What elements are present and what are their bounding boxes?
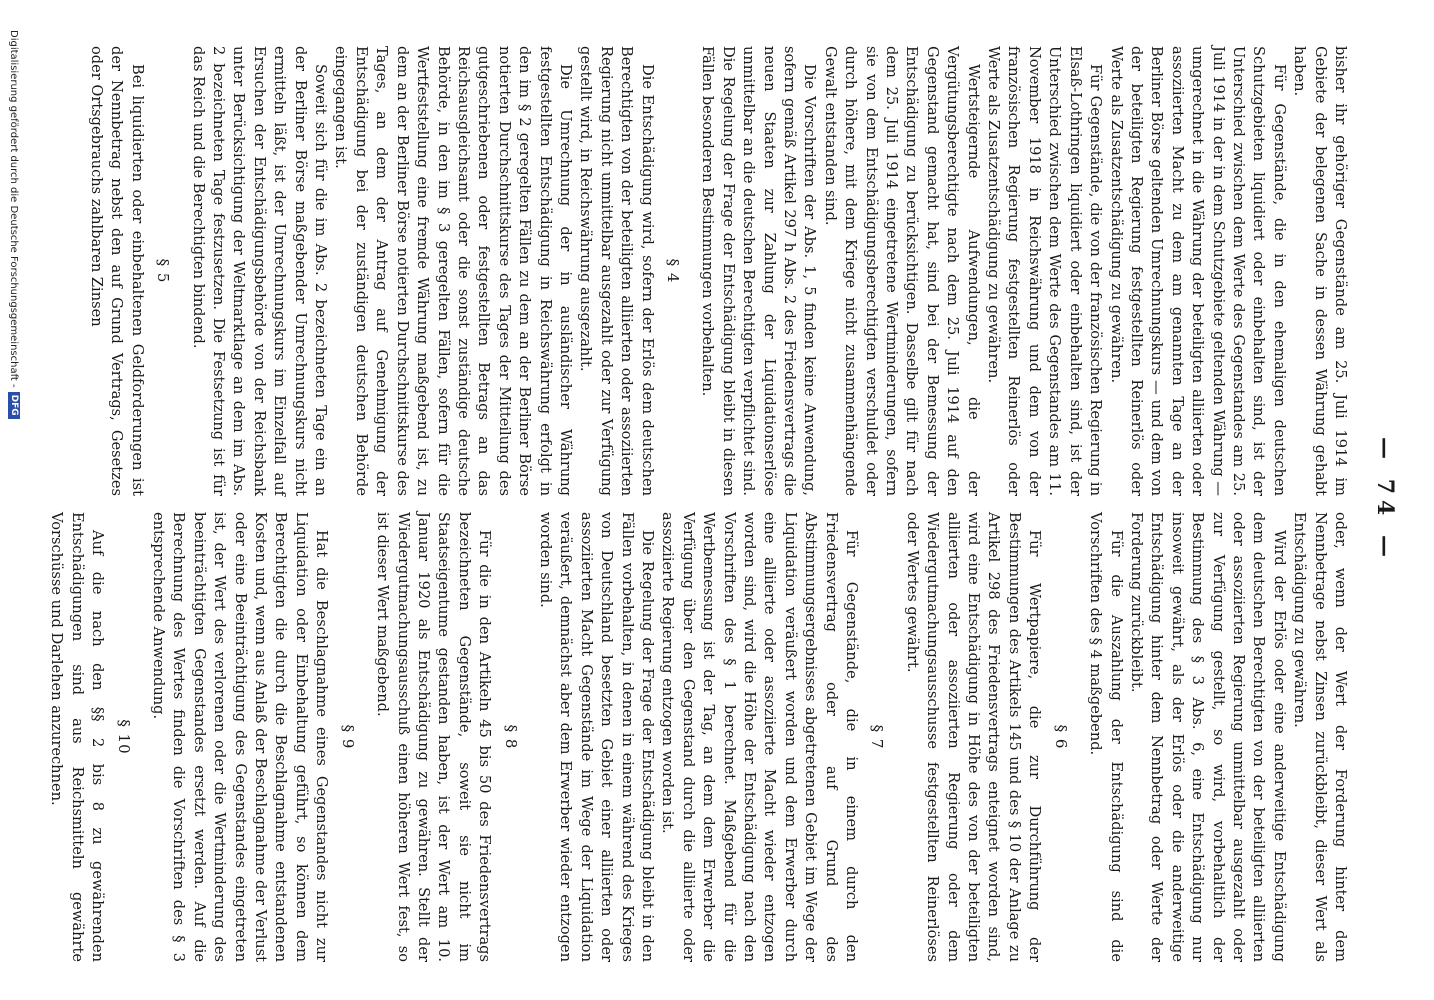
page-number: — 74 — xyxy=(1372,437,1398,563)
section-6-heading: § 6 xyxy=(1051,724,1070,750)
right-intro-paragraph: oder, wenn der Wert der Forderung hinter dem Nennbetrage nebst Zinsen zurückbleibt, dieser Wert als Entschädigung zu gewähren. xyxy=(1291,512,1349,962)
digitization-footer xyxy=(8,30,20,970)
left-column xyxy=(86,46,1350,496)
right-paragraph-2: Für die Auszahlung der Entschädigung sind die Vorschriften des § 4 maßgebend. xyxy=(1087,512,1125,962)
section-5-paragraph-1: Bei liquidierten oder einbehaltenen Geldforderungen ist der Nennbetrag nebst den auf Grund Vertrags, Gesetzes oder Ortsgebrauchs zahlbaren Zinsen xyxy=(88,46,146,496)
section-8-heading: § 8 xyxy=(501,724,520,750)
section-8-paragraph-1: Für die in den Artikeln 45 bis 50 des Friedensvertrags bezeichneten Gegenstände, soweit sie nicht im Staatseigentume gestanden haben, ist der Wert am 10. Januar 1920 als Entschädigung zu gewähren. Stellt der Wiedergutmachungsausschuß einen höheren Wert fest, so ist dieser Wert maßgebend. xyxy=(374,512,494,962)
right-column xyxy=(46,512,1350,962)
section-7-paragraph-2: Die Regelung der Frage der Entschädigung bleibt in den Fällen vorbehalten, in denen in einem während des Krieges von Deutschland besetzten Gebiet einer alliierten oder assoziierten Macht Gegenstände im Wege der Liquidation veräußert, demnächst aber dem Erwerber wieder entzogen worden sind. xyxy=(536,512,656,962)
left-paragraph-3: Wertsteigernde Aufwendungen, die der Vergütungsberechtigte nach dem 25. Juli 1914 auf den Gegenstand gemacht hat, sind bei der Bemessung der Entschädigung zu berücksichtigen. Dasselbe gilt für nach dem 25. Juli 1914 eingetretene Wertminderungen, sofern sie von dem Entschädigungsberechtigten verschuldet oder durch höhere, mit dem Kriege nicht zusammenhängende Gewalt entstanden sind. xyxy=(821,46,982,496)
section-4-heading: § 4 xyxy=(664,258,682,284)
section-9-paragraph-1: Hat die Beschlagnahme eines Gegenstandes nicht zur Liquidation oder Einbehaltung geführt, so können dem Berechtigten die durch die Beschlagnahme entstandenen Kosten und, wenn aus Anlaß der Beschlagnahme der Verlust oder eine Beeinträchtigung des Gegenstandes eingetreten ist, der Wert des verlorenen oder die Wertminderung des beeinträchtigten Gegenstandes ersetzt werden. Auf die Berechnung des Wertes finden die Vorschriften des § 3 entsprechende Anwendung. xyxy=(150,512,331,962)
section-4-paragraph-1: Die Entschädigung wird, sofern der Erlös dem deutschen Berechtigten von der beteiligten alliierten oder assoziierten Regierung nicht unmittelbar ausgezahlt oder zur Verfügung gestellt wird, in Reichswährung ausgezahlt. xyxy=(577,46,656,496)
dfg-logo: DFG xyxy=(8,392,20,419)
section-4-paragraph-2: Die Umrechnung der in ausländischer Währung festgestellten Entschädigung in Reichswährung erfolgt in den im § 2 geregelten Fällen zu dem an der Berliner Börse notierten Durchschnittskurse des Tages der Mitteilung des gutgeschriebenen oder festgestellten Betrags an das Reichsausgleichsamt oder die sonst zuständige deutsche Behörde, in den im § 3 geregelten Fällen, sofern für die Wertfeststellung eine fremde Währung maßgebend ist, zu dem an der Berliner Börse notierten Durchschnittskurse des Tages, an dem der Antrag auf Genehmigung der Entschädigung bei der zuständigen deutschen Behörde eingegangen ist. xyxy=(332,46,574,496)
left-paragraph-4: Die Vorschriften der Abs. 1, 5 finden keine Anwendung, sofern gemäß Artikel 297 h Abs. 2 des Friedensvertrags die neuen Staaten zur Zahlung der Liquidationserlöse unmittelbar an die deutschen Berechtigten verpflichtet sind. Die Regelung der Frage der Entschädigung bleibt in diesen Fällen besonderen Bestimmungen vorbehalten. xyxy=(699,46,819,496)
section-9-heading: § 9 xyxy=(338,724,357,750)
left-paragraph-2: Für Gegenstände, die von der französischen Regierung in Elsaß-Lothringen liquidiert oder einbehalten sind, ist der Unterschied zwischen dem Werte des Gegenstandes am 11. November 1918 in Reichswährung und dem von der französischen Regierung festgestellten Reinerlös oder Werte als Zusatzentschädigung zu gewähren. xyxy=(985,46,1105,496)
section-5-heading: § 5 xyxy=(154,258,173,284)
right-paragraph-1: Wird der Erlös oder eine anderweitige Entschädigung dem deutschen Berechtigten von der beteiligten alliierten oder assoziierten Regierung unmittelbar ausgezahlt oder zur Verfügung gestellt, so wird, vorbehaltlich der Bestimmung des § 3 Abs. 6, eine Entschädigung nur insoweit gewährt, als der Erlös oder die anderweitige Entschädigung hinter dem Nennbetrag oder Werte der Forderung zurückbleibt. xyxy=(1127,512,1288,962)
section-10-heading: § 10 xyxy=(114,719,133,755)
section-4-paragraph-3: Soweit sich für die im Abs. 2 bezeichneten Tage ein an der Berliner Börse maßgebender Umrechnungskurs nicht ermitteln läßt, ist der Umrechnungskurs im Einzelfall auf Ersuchen der Entschädigungsbehörde von der Reichsbank unter Berücksichtigung der Weltmarktlage an dem im Abs. 2 bezeichneten Tage festzusetzen. Die Festsetzung ist für das Reich und die Berechtigten bindend. xyxy=(189,46,330,496)
footer-text: Digitalisierung gefördert durch die Deutsche Forschungsgemeinschaft - xyxy=(8,30,20,388)
section-6-paragraph-1: Für Wertpapiere, die zur Durchführung der Bestimmungen des Artikels 145 und des § 10 der Anlage zu Artikel 298 des Friedensvertrags enteignet worden sind, wird eine Entschädigung in Höhe des von der beteiligten alliierten oder assoziierten Regierung oder dem Wiedergutmachungsausschusse festgestellten Reinerlöses oder Wertes gewährt. xyxy=(903,512,1044,962)
section-10-paragraph-1: Auf die nach den §§ 2 bis 8 zu gewährenden Entschädigungen sind aus Reichsmitteln gewährte Vorschüsse und Darlehen anzurechnen. xyxy=(48,512,107,962)
left-paragraph-1: Für Gegenstände, die in den ehemaligen deutschen Schutzgebieten liquidiert oder einbehalten sind, ist der Unterschied zwischen dem Werte des Gegenstandes am 25. Juli 1914 in der in dem Schutzgebiete geltenden Währung — umgerechnet in die Währung der beteiligten alliierten oder assoziierten Macht zu dem am genannten Tage an der Berliner Börse geltenden Umrechnungskurs — und dem von der beteiligten Regierung festgestellten Reinerlös oder Werte als Zusatzentschädigung zu gewähren. xyxy=(1107,46,1288,496)
section-7-heading: § 7 xyxy=(868,724,887,750)
left-intro-paragraph: bisher ihr gehöriger Gegenstände am 25. Juli 1914 im Gebiete der belegenen Sache in dessen Währung gehabt haben. xyxy=(1291,46,1349,496)
section-7-paragraph-1: Für Gegenstände, die in einem durch den Friedensvertrag oder auf Grund des Abstimmungsergebnisses abgetretenen Gebiet im Wege der Liquidation veräußert worden und dem Erwerber durch eine alliierte oder assoziierte Macht wieder entzogen worden sind, wird die Höhe der Entschädigung nach den Vorschriften des § 1 berechnet. Maßgebend für die Wertbemessung ist der Tag, an dem dem Erwerber die Verfügung über den Gegenstand durch die alliierte oder assoziierte Regierung entzogen worden ist. xyxy=(659,512,861,962)
